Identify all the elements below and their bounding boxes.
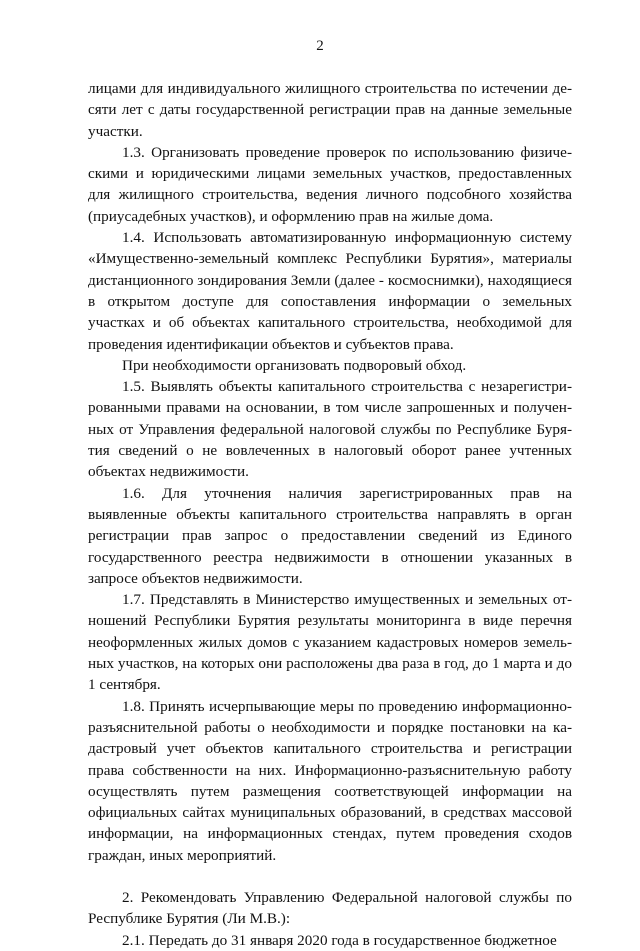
paragraph-door-to-door: При необходимости организовать подворовый обход. xyxy=(122,356,467,374)
paragraph-1-5: 1.5. Выявлять объекты капитального строительства с незарегистрированными правами на основании, в том числе запрошенных и полученных от Управления федеральной налоговой службы по Республике Бурятия сведений о не вовлеченных в налоговый оборот ранее учтенных объектах недвижимости. xyxy=(88,378,572,481)
document-body xyxy=(88,78,572,951)
paragraph-1-3: 1.3. Организовать проведение проверок по использованию физическими и юридическими лицами земельных участков, предоставленных для жилищного строительства, ведения личного подсобного хозяйства (приусадебных участков), и оформлению прав на жилые дома. xyxy=(88,143,572,225)
paragraph-1-4: 1.4. Использовать автоматизированную информационную систему «Имущественно-земельный комплекс Республики Бурятия», материалы дистанционного зондирования Земли (далее - космоснимки), находящиеся в открытом доступе для сопоставления информации о земельных участках и об объектах капитального строительства, необходимой для проведения идентификации объектов и субъектов права. xyxy=(88,229,572,353)
paragraph-1-6: 1.6. Для уточнения наличия зарегистрированных прав на выявленные объекты капитального строительства направлять в орган регистрации прав запрос о предоставлении сведений из Единого государственного реестра недвижимости в отношении указанных в запросе объектов недвижимости. xyxy=(88,484,572,587)
paragraph-1-7: 1.7. Представлять в Министерство имущественных и земельных отношений Республики Бурятия результаты мониторинга в виде перечня неоформленных жилых домов с указанием кадастровых номеров земельных участков, на которых они расположены два раза в год, до 1 марта и до 1 сентября. xyxy=(88,591,572,694)
paragraph-2: 2. Рекомендовать Управлению Федеральной налоговой службы по Республике Бурятия (Ли М.В.): xyxy=(88,888,572,928)
paragraph-continuation: лицами для индивидуального жилищного строительства по истечении десяти лет с даты государственной регистрации прав на данные земельные участки. xyxy=(88,80,572,140)
paragraph-2-1: 2.1. Передать до 31 января 2020 года в государственное бюджетное xyxy=(122,931,557,949)
paragraph-1-8: 1.8. Принять исчерпывающие меры по проведению информационно-разъяснительной работы о необходимости и порядке постановки на кадастровый учет объектов капитального строительства и регистрации права собственности на них. Информационно-разъяснительную работу осуществлять путем размещения соответствующей информации на официальных сайтах муниципальных образований, в средствах массовой информации, на информационных стендах, путем проведения сходов граждан, иных мероприятий. xyxy=(88,697,572,864)
page-number: 2 xyxy=(316,38,324,54)
